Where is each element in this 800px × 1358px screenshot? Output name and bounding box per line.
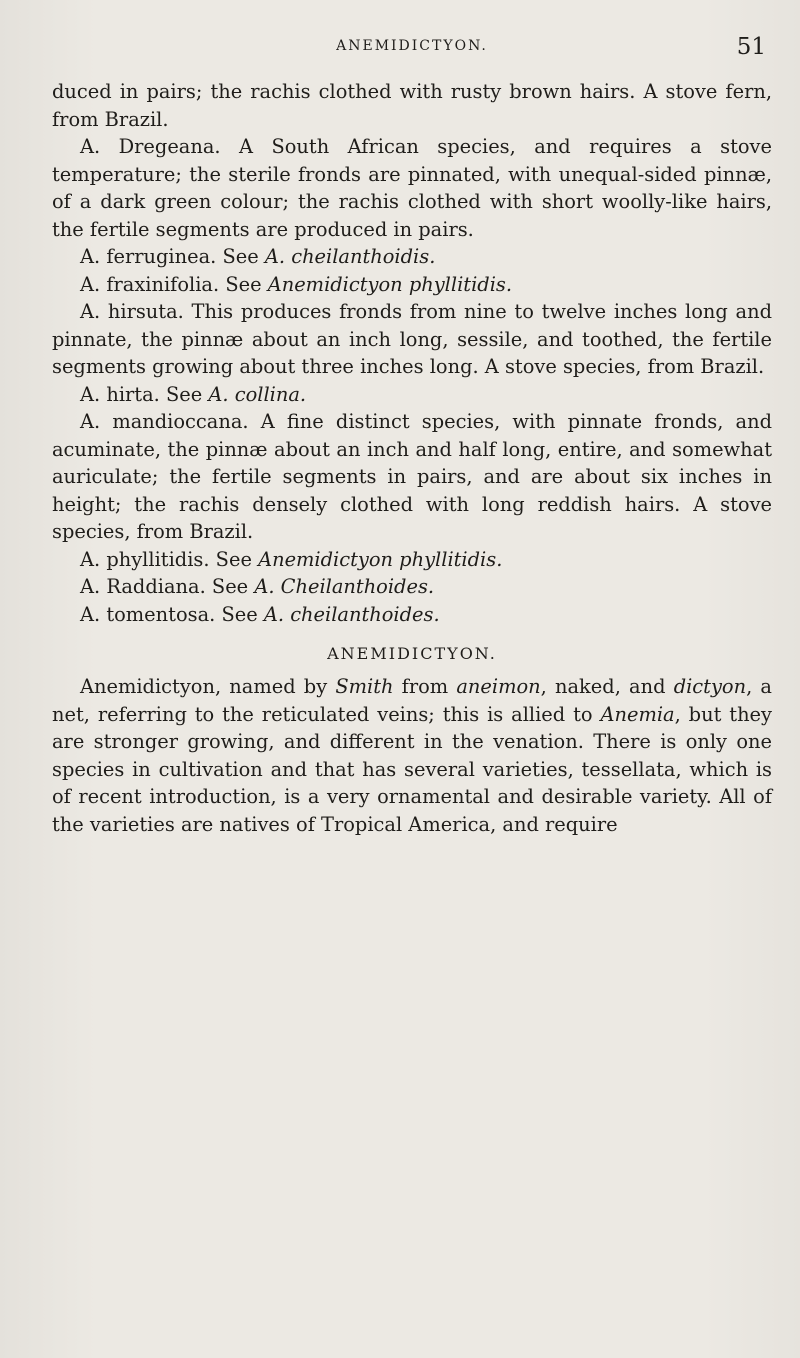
continuation-paragraph: duced in pairs; the rachis clothed with rusty brown hairs. A stove fern, from Brazil. [52,80,772,131]
entry-cross-reference: A. collina. [208,382,307,406]
entry-text: A South African species, and requires a stove temperature; the sterile fronds are pinnated, with unequal-sided pinnæ, of a dark green colour; the rachis clothed with short woolly-like hairs, the fertile segments are produced in pairs. [52,135,772,241]
entry-see: See [205,575,255,598]
entry-name: A. Raddiana. [80,575,206,598]
section-text: , a net, referring to the reticulated veins; this is allied to [52,675,772,726]
entry-name: A. hirsuta. [80,300,184,323]
entry-cross-reference: Anemidictyon phyllitidis. [267,272,513,296]
entry-dregeana [52,133,772,243]
greek-term: dictyon [673,675,747,698]
entry-see: See [209,547,259,571]
page-number: 51 [736,34,766,60]
entry-name: A. ferruginea. [80,245,217,268]
entry-hirta [52,381,772,409]
page-header [52,34,772,78]
entry-mandioccana [52,408,772,546]
entry-text: This produces fronds from nine to twelve inches long and pinnate, the pinnæ about an inch long, sessile, and toothed, the fertile segments growing about three inches long. A stove species, from Brazil. [52,300,772,378]
entry-cross-reference: Anemidictyon phyllitidis. [258,547,503,571]
entry-hirsuta [52,298,772,381]
section-paragraph [52,673,772,838]
entry-fraxinifolia [52,271,772,299]
entry-see: See [216,245,265,268]
entry-cross-reference: A. cheilanthoides. [263,602,440,626]
entry-ferruginea [52,243,772,271]
section-heading: ANEMIDICTYON. [327,644,497,663]
section-text: from [393,675,457,698]
entry-see: See [219,272,268,296]
entry-name: A. phyllitidis. [80,547,210,571]
entry-see: See [215,602,264,626]
section-text: , but they are stronger growing, and different in the venation. There is only one species in cultivation and that has several varieties, tessellata, which is of recent introduction, is a very ornamental and desirable variety. All of the varieties are natives of Tropical America, and require [52,702,772,836]
entry-name: A. tomentosa. [80,602,216,626]
entry-cross-reference: A. Cheilanthoides. [254,575,435,598]
section-text: Anemidictyon, named by [80,675,336,698]
entry-text: A fine distinct species, with pinnate fronds, and acuminate, the pinnæ about an inch and half long, entire, and somewhat auriculate; the fertile segments in pairs, and are about six inches in height; the rachis densely clothed with long reddish hairs. A stove species, from Brazil. [52,410,772,543]
genus-name: Anemia [600,702,675,726]
greek-term: aneimon [456,675,541,698]
entry-cross-reference: A. cheilanthoidis. [264,245,436,268]
entry-raddiana [52,573,772,601]
entry-see: See [159,382,209,406]
author-name: Smith [335,675,394,698]
section-text: , naked, and [540,675,674,698]
entry-name: A. Dregeana. [80,135,221,158]
entry-phyllitidis [52,546,772,574]
entry-name: A. mandioccana. [80,410,249,433]
entry-tomentosa [52,601,772,629]
entry-name: A. fraxinifolia. [80,272,220,296]
running-title: ANEMIDICTYON. [336,38,488,54]
entry-name: A. hirta. [80,382,160,406]
